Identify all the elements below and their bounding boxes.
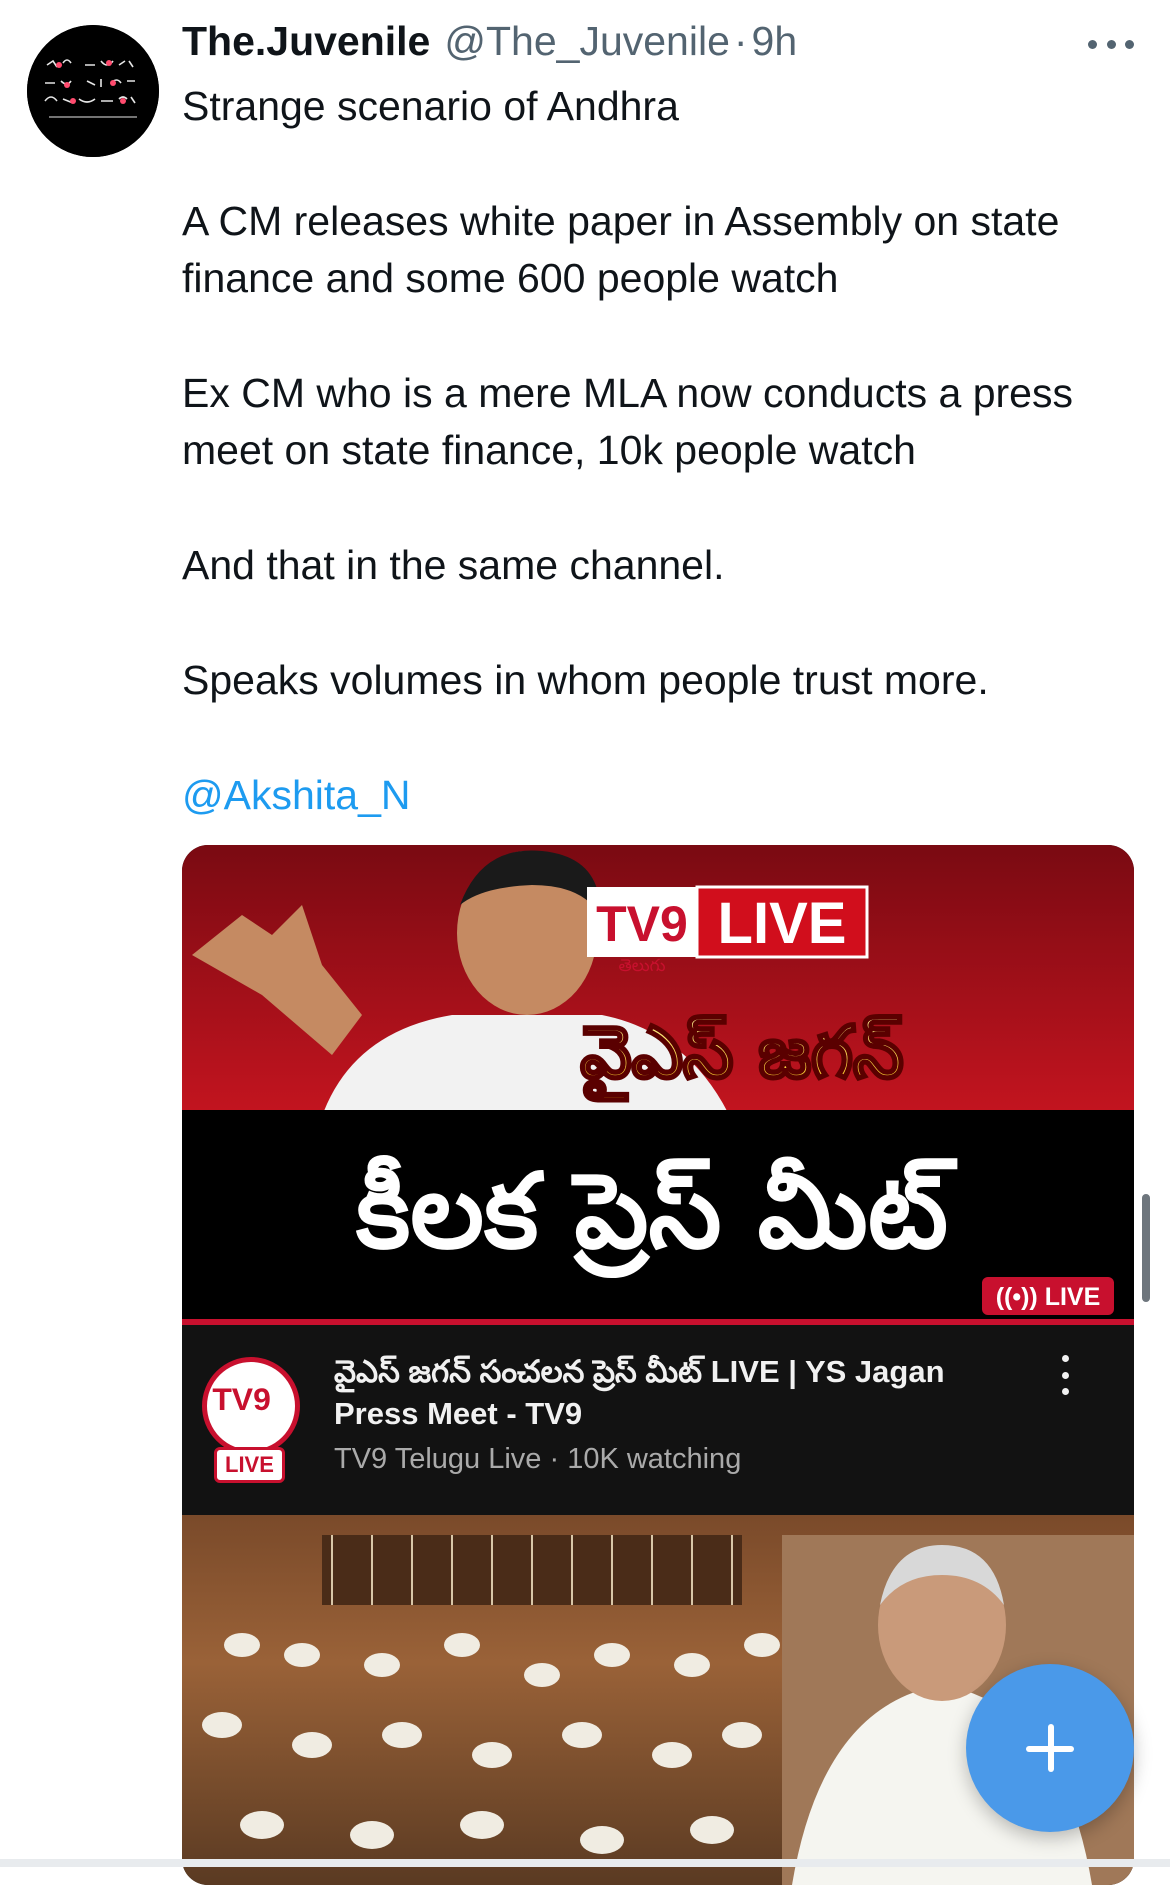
more-options-icon[interactable] bbox=[1088, 32, 1134, 56]
channel-logo-text: TV9 bbox=[212, 1380, 271, 1417]
headline-line1: వైఎస్ జగన్ bbox=[580, 1010, 904, 1094]
mention-link[interactable]: @Akshita_N bbox=[182, 772, 411, 818]
compose-button[interactable] bbox=[966, 1664, 1134, 1832]
divider bbox=[0, 1859, 1170, 1867]
tweet-paragraph: Ex CM who is a mere MLA now conducts a press meet on state finance, 10k people watch bbox=[182, 370, 1073, 473]
video-info-panel bbox=[182, 1325, 1134, 1515]
user-handle[interactable]: @The_Juvenile bbox=[444, 18, 730, 64]
scrollbar-thumb[interactable] bbox=[1142, 1194, 1150, 1302]
timestamp[interactable]: 9h bbox=[751, 18, 798, 64]
tweet-text bbox=[182, 78, 1132, 824]
headline-line2: కీలక ప్రెస్ మీట్ bbox=[356, 1150, 948, 1272]
display-name[interactable]: The.Juvenile bbox=[182, 18, 431, 64]
tv9-sub-text: తెలుగు bbox=[618, 956, 666, 976]
avatar-math-doodle-icon bbox=[27, 25, 159, 157]
tweet-paragraph: Strange scenario of Andhra bbox=[182, 83, 679, 129]
separator: · bbox=[733, 18, 748, 64]
channel-live-tag: LIVE bbox=[214, 1447, 285, 1483]
tweet-header bbox=[182, 18, 797, 74]
video-title[interactable]: వైఎస్ జగన్ సంచలన ప్రెస్ మీట్ LIVE | YS Jagan Press Meet - TV9 bbox=[334, 1354, 945, 1431]
live-banner-text: LIVE bbox=[717, 891, 847, 956]
video-meta: TV9 Telugu Live · 10K watching bbox=[334, 1443, 742, 1475]
channel-logo[interactable] bbox=[202, 1357, 300, 1455]
tv9-logo-text: TV9 bbox=[596, 896, 688, 952]
tweet-paragraph: A CM releases white paper in Assembly on state finance and some 600 people watch bbox=[182, 198, 1060, 301]
tweet-paragraph: And that in the same channel. bbox=[182, 542, 725, 588]
video-more-icon[interactable] bbox=[1062, 1355, 1072, 1395]
tweet-paragraph: Speaks volumes in whom people trust more. bbox=[182, 657, 989, 703]
avatar[interactable] bbox=[27, 25, 159, 157]
live-badge: ((•)) LIVE bbox=[995, 1283, 1101, 1311]
